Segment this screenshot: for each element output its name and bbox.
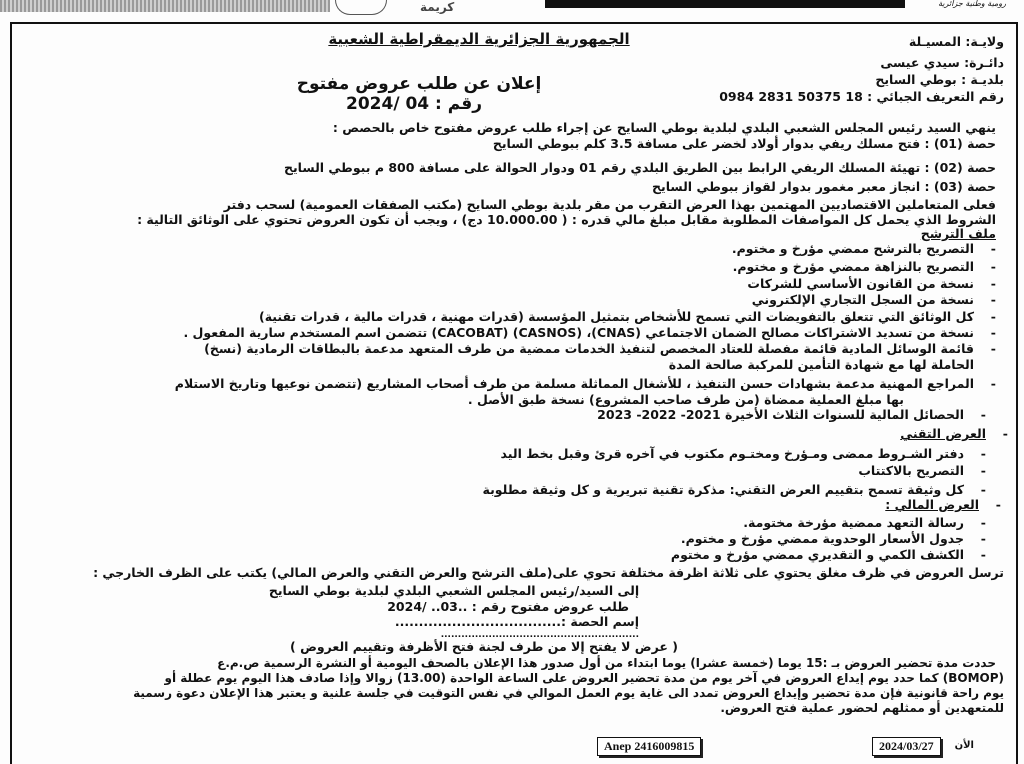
lot-3: حصة (03) : انجاز معبر مغمور بدوار لقواز ببوطي السايح: [652, 179, 996, 194]
candidature-item-continued: الحاملة لها مع شهادة التأمين للمركبة صالحة المدة: [668, 357, 974, 372]
anep-reference-stamp: Anep 2416009815: [597, 737, 701, 756]
candidature-item: - قائمة الوسائل المادية قائمة مفصلة للعتاد المخصص لتنفيذ الخدمات ممضية من طرف المتعهد مدعمة بالبطاقات الرمادية (نسخ): [204, 341, 974, 356]
envelope-recipient: إلى السيد/رئيس المجلس الشعبي البلدي لبلدية بوطي السايح: [268, 583, 640, 598]
technical-title: - العرض التقني: [900, 426, 986, 441]
candidature-item: - نسخة من القانون الأساسي للشركات: [747, 276, 974, 291]
baladia: بلديـة : بوطي السايح: [875, 72, 1004, 87]
technical-item: - دفتر الشـروط ممضى ومـؤرخ ومختـوم مكتوب في آخره قرئ وقبل بخط اليد: [501, 446, 964, 461]
masthead-bar: [545, 0, 905, 8]
deadline-line-2: (BOMOP) كما حدد يوم إيداع العروض في آخر يوم من مدة تحضير العروض على الساعة الواحدة (13.00) زوالا وإذا صادف هذا اليوم يوم عطلة أو: [164, 671, 1004, 685]
candidature-title: ملف الترشح: [920, 226, 996, 241]
intro-text: ينهي السيد رئيس المجلس الشعبي البلدي لبلدية بوطي السايح عن إجراء طلب عروض مفتوح خاص بالحصص :: [332, 120, 996, 135]
announcement-title: إعلان عن طلب عروض مفتوح: [296, 74, 542, 94]
lot-1: حصة (01) : فتح مسلك ريفي بدوار أولاد لخضر على مسافة 3.5 كلم ببوطي السايح: [492, 136, 996, 151]
deadline-line-3: يوم راحة قانونية فإن مدة تحضير وإيداع العروض تمدد الى غاية يوم العمل الموالي في نفس التوقيت في جلسة علنية و يعتبر هذا الإعلان دعوة رسمية: [133, 686, 1004, 700]
republic-title: الجمهورية الجزائرية الديمقراطية الشعبية: [328, 30, 630, 48]
envelope-instruction: ترسل العروض في ظرف مغلق يحتوي على ثلاثة اظرفة مختلفة تحوي على(ملف الترشح والعرض التقني والعرض المالي) يكتب على الظرف الخارجي :: [93, 565, 1004, 580]
announcement-number: رقم : 04 /2024: [345, 94, 483, 114]
conditions-line-1: فعلى المتعاملين الاقتصاديين المهتمين بهذا العرض التقرب من مقر بلدية بوطي السايح (مكتب الصفقات العمومية) لسحب دفتر: [223, 197, 996, 212]
masthead-caption: رومية وطنية جزائرية: [938, 0, 1006, 8]
tax-id: رقم التعريف الجبائي : 18 50375 2831 0984: [719, 89, 1004, 104]
conditions-line-2: الشروط الذي يحمل كل المواصفات المطلوبة مقابل مبلغ مالي قدره : ( 10.000.00 دج) ، ويجب أن تكون العروض تحتوي على الوثائق التالية :: [137, 212, 996, 227]
date-label: الأن: [954, 740, 974, 751]
deadline-line-1: حددت مدة تحضير العروض بـ :15 يوما (خمسة عشرا) يوما ابتداء من أول صدور هذا الإعلان بالصحف اليومية أو النشرة الرسمية ص.م.ع: [217, 656, 996, 670]
lot-2: حصة (02) : تهيئة المسلك الريفي الرابط بين الطريق البلدي رقم 01 ودوار الحوالة على مسافة 800 م ببوطي السايح: [283, 160, 996, 175]
technical-item: - التصريح بالاكتتاب: [858, 463, 964, 478]
financial-item: - جدول الأسعار الوحدوية ممضي مؤرخ و مختوم.: [681, 531, 964, 546]
financial-item: - رسالة التعهد ممضية مؤرخة مختومة.: [743, 515, 964, 530]
candidature-item: - المراجع المهنية مدعمة بشهادات حسن التنفيذ ، للأشغال المماثلة مسلمة من طرف أصحاب المشاريع (تتضمن نوعيها وتاريخ الاستلام: [175, 376, 974, 391]
envelope-notice: ( عرض لا يفتح إلا من طرف لجنة فتح الأظرفة وتقييم العروض ): [290, 639, 678, 654]
masthead-calligraphy: كريمة: [420, 0, 455, 14]
envelope-dots: ..........................................................: [440, 630, 639, 640]
technical-item: - كل وثيقة تسمح بتقييم العرض التقني: مذكرة تقنية تبريرية و كل وثيقة مطلوبة: [483, 482, 965, 497]
candidature-item: - الحصائل المالية للسنوات الثلاث الأخيرة 2021- 2022- 2023: [597, 407, 964, 422]
candidature-item: - نسخة من السجل التجاري الإلكتروني: [752, 292, 974, 307]
financial-title: - العرض المالي :: [885, 497, 979, 512]
candidature-item: - التصريح بالنزاهة ممضي مؤرخ و مختوم.: [733, 259, 974, 274]
wilaya: ولايـة: المسيـلة: [908, 34, 1004, 49]
candidature-item: - كل الوثائق التي تتعلق بالتفويضات التي تسمح للأشخاص بتمثيل المؤسسة (قدرات مهنية ، قدرات مالية ، قدرات تقنية): [259, 309, 974, 324]
emblem-logo: [335, 0, 387, 15]
date-stamp: 2024/03/27: [872, 737, 941, 756]
envelope-lot-name: إسم الحصة :...................................: [394, 614, 639, 629]
deadline-line-4: للمتعهدين أو ممثلهم لحضور عملية فتح العروض.: [720, 701, 1004, 715]
scan-header-strip: [0, 0, 330, 12]
candidature-item: - التصريح بالترشح ممضي مؤرخ و مختوم.: [732, 241, 974, 256]
envelope-request: طلب عروض مفتوح رقم : ..03.. /2024: [387, 599, 629, 614]
financial-item: - الكشف الكمي و التقديري ممضي مؤرخ و مختوم: [671, 547, 964, 562]
daira: دائـرة: سيدي عيسى: [880, 55, 1004, 70]
candidature-item-continued: بها مبلغ العملية ممضاة (من طرف صاحب المشروع) نسخة طبق الأصل .: [467, 392, 904, 407]
candidature-item: - نسخة من تسديد الاشتراكات مصالح الضمان الاجتماعي (CNAS)، (CASNOS) (CACOBAT) تتضمن اسم المستخدم سارية المفعول .: [183, 325, 974, 340]
